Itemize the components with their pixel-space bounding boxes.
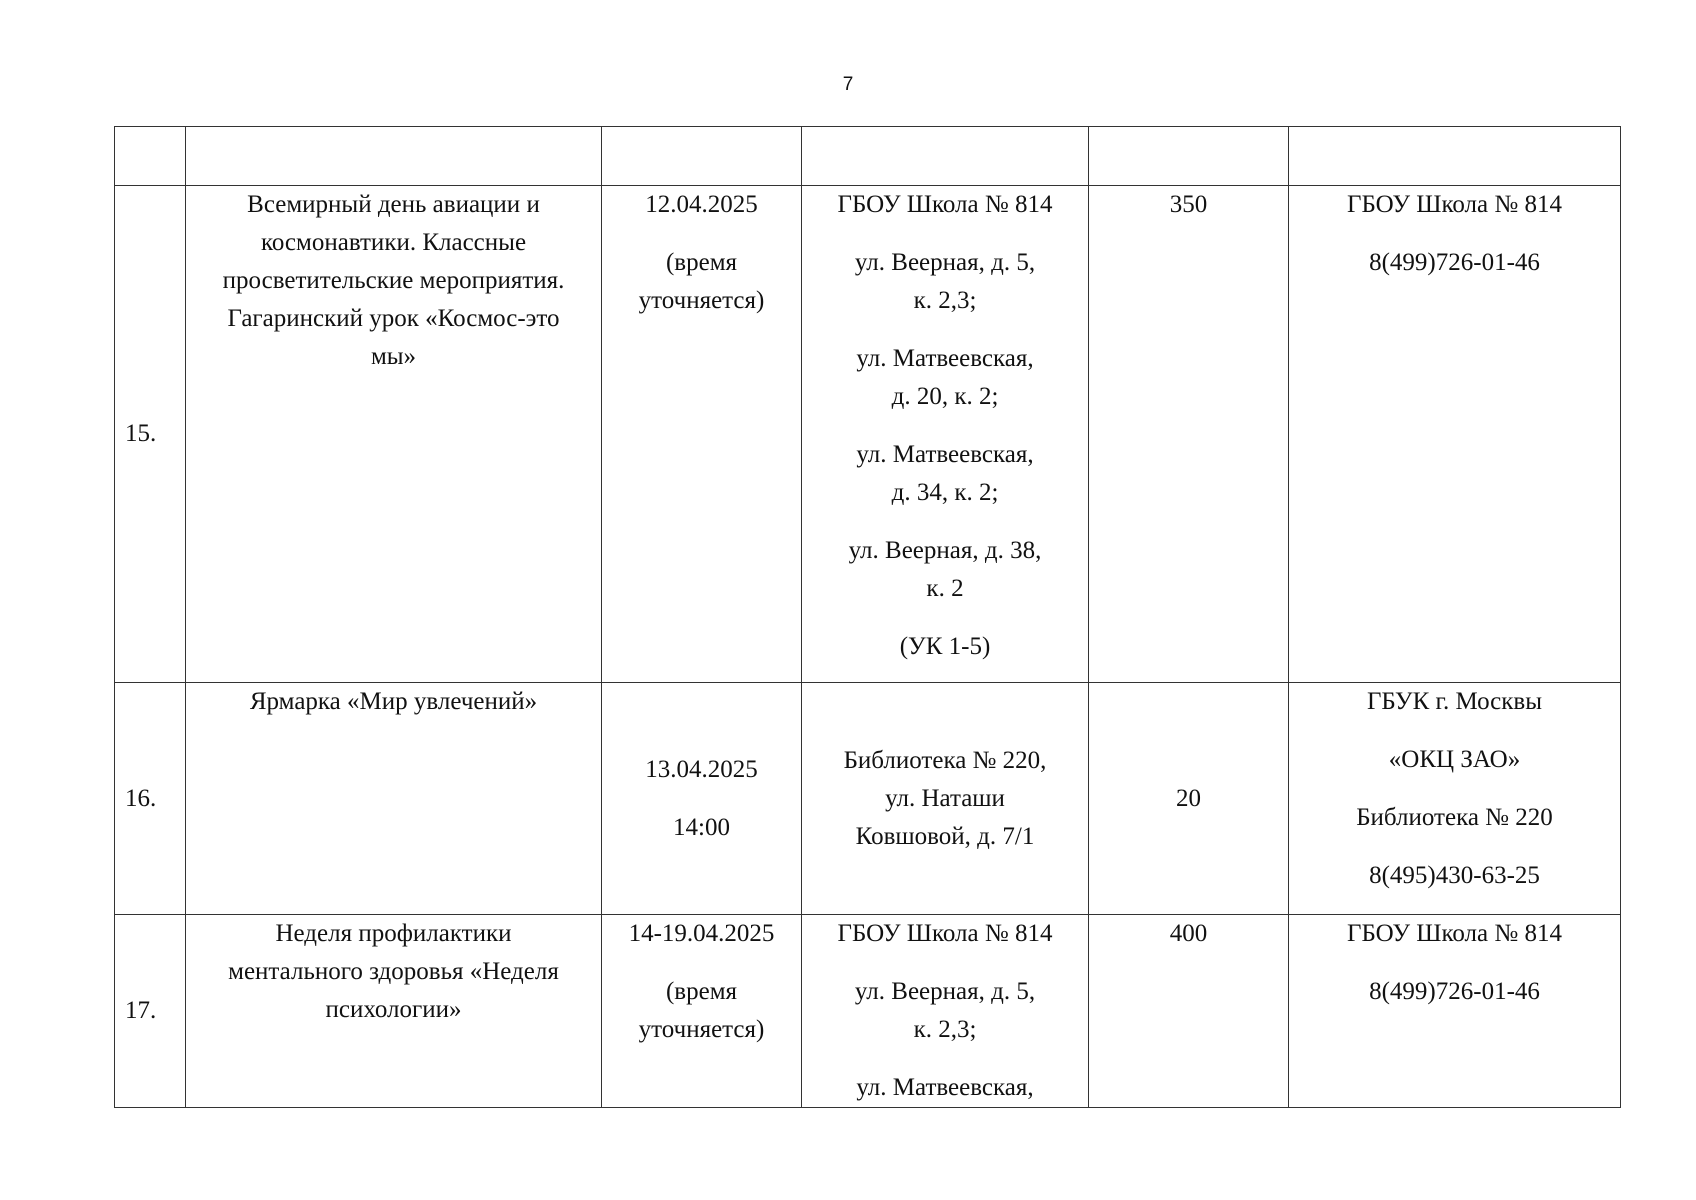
table-row: [115, 186, 1621, 683]
organizer-name: ГБОУ Школа № 814: [1347, 191, 1562, 218]
place-address-line: к. 2: [926, 575, 964, 602]
place-address-line: Библиотека № 220,: [843, 746, 1047, 774]
table-row: [115, 915, 1621, 1108]
place-address-line: ул. Наташи: [885, 784, 1005, 812]
place-address-line: к. 2,3;: [913, 287, 977, 314]
organizer: [1289, 683, 1621, 915]
place-address-line: д. 34, к. 2;: [891, 479, 999, 506]
participant-count: 400: [1089, 915, 1289, 1108]
place-address-line: ул. Матвеевская,: [856, 1074, 1034, 1101]
event-date-value: 13.04.2025: [645, 755, 758, 783]
table-row: [115, 683, 1621, 915]
event-title: Ярмарка «Мир увлечений»: [186, 683, 602, 915]
organizer-name-line: Библиотека № 220: [1356, 804, 1553, 831]
event-place: [802, 915, 1089, 1108]
organizer-phone: 8(499)726-01-46: [1369, 978, 1540, 1005]
participant-count: 350: [1089, 186, 1289, 683]
organizer-phone: 8(495)430-63-25: [1369, 862, 1540, 889]
event-title-line: Всемирный день авиации и: [247, 191, 540, 218]
event-title-line: просветительские мероприятия.: [222, 267, 565, 294]
row-number: 16.: [115, 683, 186, 915]
event-time-line: 14:00: [673, 813, 730, 841]
event-title: [186, 186, 602, 683]
organizer-name-line: «ОКЦ ЗАО»: [1388, 746, 1521, 773]
event-title: [186, 915, 602, 1108]
event-date-value: 14-19.04.2025: [628, 920, 775, 947]
place-note: (УК 1-5): [899, 633, 991, 660]
place-org: ГБОУ Школа № 814: [837, 191, 1053, 218]
events-table: [114, 126, 1621, 1108]
row-number: 17.: [115, 915, 186, 1108]
table-header-row: [115, 127, 1621, 186]
event-title-line: космонавтики. Классные: [260, 229, 527, 256]
event-time-line: уточняется): [638, 287, 765, 314]
event-time-line: (время: [665, 249, 738, 276]
place-org: ГБОУ Школа № 814: [837, 920, 1053, 947]
header-cell-place: [802, 127, 1089, 186]
event-date: [602, 915, 802, 1108]
event-date: [602, 186, 802, 683]
participant-count: 20: [1089, 683, 1289, 915]
header-cell-date: [602, 127, 802, 186]
row-number: 15.: [115, 186, 186, 683]
page-number: 7: [842, 74, 854, 95]
event-title-line: Гагаринский урок «Космос-это: [227, 305, 560, 332]
header-cell-number: [115, 127, 186, 186]
header-cell-organizer: [1289, 127, 1621, 186]
organizer-name: ГБОУ Школа № 814: [1347, 920, 1562, 947]
event-time-line: (время: [665, 978, 738, 1005]
organizer: [1289, 186, 1621, 683]
place-address-line: к. 2,3;: [913, 1016, 977, 1043]
header-cell-title: [186, 127, 602, 186]
organizer-name-line: ГБУК г. Москвы: [1366, 688, 1543, 715]
place-address-line: ул. Веерная, д. 38,: [848, 537, 1042, 564]
organizer: [1289, 915, 1621, 1108]
event-title-line: мы»: [370, 343, 417, 370]
organizer-phone: 8(499)726-01-46: [1369, 249, 1540, 276]
place-address-line: Ковшовой, д. 7/1: [855, 822, 1035, 850]
event-title-line: Неделя профилактики: [275, 920, 512, 947]
event-date-value: 12.04.2025: [645, 191, 758, 218]
place-address-line: ул. Веерная, д. 5,: [854, 978, 1036, 1005]
event-title-line: ментального здоровья «Неделя: [228, 958, 559, 985]
header-cell-count: [1089, 127, 1289, 186]
place-address-line: д. 20, к. 2;: [891, 383, 999, 410]
place-address-line: ул. Матвеевская,: [856, 441, 1034, 468]
event-place: [802, 186, 1089, 683]
event-time-line: уточняется): [638, 1016, 765, 1043]
event-date: [602, 683, 802, 915]
place-address-line: ул. Веерная, д. 5,: [854, 249, 1036, 276]
event-place: [802, 683, 1089, 915]
event-title-line: психологии»: [325, 996, 462, 1023]
place-address-line: ул. Матвеевская,: [856, 345, 1034, 372]
